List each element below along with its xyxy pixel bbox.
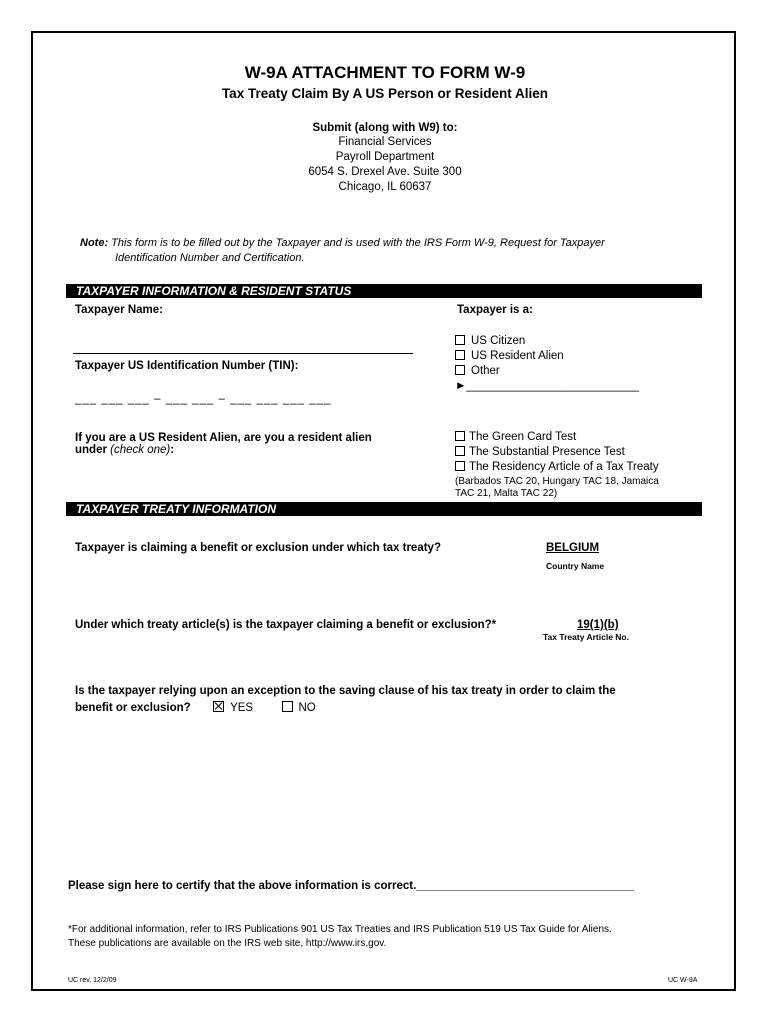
resident-question-under: under xyxy=(75,444,107,456)
signature-text: Please sign here to certify that the above information is correct. xyxy=(68,880,417,892)
checkbox-label: US Resident Alien xyxy=(471,350,564,362)
resident-question: If you are a US Resident Alien, are you a resident alien under (check one): xyxy=(75,432,372,456)
footnote xyxy=(68,923,612,951)
country-value[interactable]: BELGIUM xyxy=(546,542,600,554)
article-question: Under which treaty article(s) is the taxpayer claiming a benefit or exclusion?* xyxy=(75,619,497,631)
checkbox-green-card-test[interactable] xyxy=(455,431,576,443)
signature-field[interactable]: __________________________________ xyxy=(416,880,634,892)
address-line: Financial Services xyxy=(338,136,432,148)
checkbox-label: The Green Card Test xyxy=(469,431,577,443)
article-value[interactable]: 19(1)(b) xyxy=(577,619,619,631)
revision-label: UC rev. 12/2/09 xyxy=(68,977,117,984)
checkbox-us-citizen[interactable] xyxy=(455,335,525,347)
tin-field[interactable]: ___ ___ ___ – ___ ___ – ___ ___ ___ ___ xyxy=(75,393,332,405)
country-caption: Country Name xyxy=(546,561,605,571)
saving-clause-question-text: benefit or exclusion? xyxy=(75,702,191,714)
checkbox-box[interactable] xyxy=(455,365,465,375)
no-label: NO xyxy=(298,702,316,714)
resident-question-hint: (check one) xyxy=(110,444,171,456)
checkbox-yes[interactable] xyxy=(213,701,224,712)
other-specify-field[interactable]: ►___________________________ xyxy=(455,380,640,392)
note-label: Note: xyxy=(80,237,109,249)
address-line: Chicago, IL 60637 xyxy=(338,181,432,193)
checkbox-box[interactable] xyxy=(455,446,465,456)
checkbox-label: US Citizen xyxy=(471,335,526,347)
checkbox-label: The Residency Article of a Tax Treaty xyxy=(469,461,659,473)
checkbox-box[interactable] xyxy=(455,461,465,471)
residency-article-note: TAC 21, Malta TAC 22) xyxy=(455,488,558,499)
saving-clause-question-2 xyxy=(75,701,316,714)
taxpayer-name-label: Taxpayer Name: xyxy=(75,304,163,316)
tin-label: Taxpayer US Identification Number (TIN): xyxy=(75,360,299,372)
form-title: W-9A ATTACHMENT TO FORM W-9 xyxy=(244,63,526,82)
checkbox-box[interactable] xyxy=(455,350,465,360)
note-text: This form is to be filled out by the Taxpayer and is used with the IRS Form W-9, Request for Taxpayer xyxy=(111,237,605,249)
footnote-line-2: These publications are available on the IRS web site, http://www.irs.gov. xyxy=(68,938,387,949)
residency-article-note: (Barbados TAC 20, Hungary TAC 18, Jamaica xyxy=(455,476,659,487)
resident-question-line1: If you are a US Resident Alien, are you a resident alien xyxy=(75,432,372,444)
checkbox-box[interactable] xyxy=(455,335,465,345)
checkbox-other[interactable] xyxy=(455,365,500,377)
yes-label: YES xyxy=(230,702,254,714)
checkbox-no[interactable] xyxy=(282,701,293,712)
form-subtitle: Tax Treaty Claim By A US Person or Resident Alien xyxy=(221,86,549,101)
checkbox-us-resident-alien[interactable] xyxy=(455,350,564,362)
checkbox-label: Other xyxy=(471,365,500,377)
section-header-treaty-info: TAXPAYER TREATY INFORMATION xyxy=(66,502,702,516)
checkbox-residency-article[interactable] xyxy=(455,461,659,473)
taxpayer-is-label: Taxpayer is a: xyxy=(457,304,533,316)
saving-clause-question: Is the taxpayer relying upon an exception to the saving clause of his tax treaty in order to claim the xyxy=(75,685,616,697)
section-header-taxpayer-info: TAXPAYER INFORMATION & RESIDENT STATUS xyxy=(66,284,702,298)
submit-label: Submit (along with W9) to: xyxy=(312,122,458,134)
treaty-question: Taxpayer is claiming a benefit or exclusion under which tax treaty? xyxy=(75,542,441,554)
checkbox-label: The Substantial Presence Test xyxy=(469,446,625,458)
checkbox-box[interactable] xyxy=(455,431,465,441)
form-code-label: UC W-9A xyxy=(668,977,698,984)
address-line: 6054 S. Drexel Ave. Suite 300 xyxy=(308,166,462,178)
signature-line[interactable] xyxy=(68,880,634,892)
article-caption: Tax Treaty Article No. xyxy=(543,632,629,642)
checkbox-substantial-presence-test[interactable] xyxy=(455,446,625,458)
footnote-line-1: *For additional information, refer to IRS Publications 901 US Tax Treaties and IRS Publication 519 US Tax Guide for Aliens. xyxy=(68,924,612,935)
note xyxy=(80,236,720,266)
taxpayer-name-field[interactable] xyxy=(73,353,413,354)
note-text-2: Identification Number and Certification. xyxy=(115,252,305,264)
address-line: Payroll Department xyxy=(335,151,435,163)
